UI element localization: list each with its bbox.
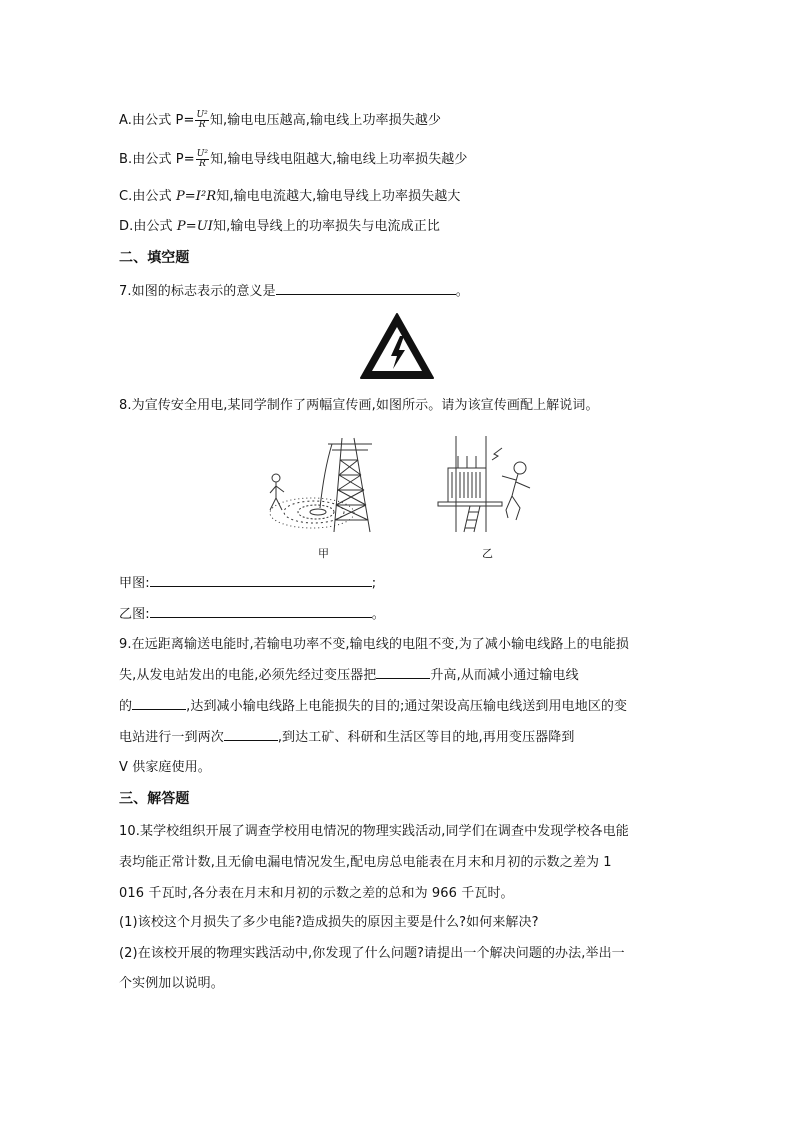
picture-caption-left: 甲 <box>318 547 329 560</box>
option-d-formula: P=UI <box>176 219 214 234</box>
option-a <box>119 111 441 130</box>
option-c-suffix: 知,输电电流越大,输电导线上功率损失越大 <box>216 189 461 204</box>
question-10-line-2: 表均能正常计数,且无偷电漏电情况发生,配电房总电能表在月末和月初的示数之差为 1 <box>119 855 612 870</box>
answer-blank-b[interactable] <box>150 605 372 618</box>
option-d <box>119 218 440 236</box>
question-9-line-1: 9.在远距离输送电能时,若输电功率不变,输电线的电阻不变,为了减小输电线路上的电能损 <box>119 637 630 652</box>
answer-line-a <box>119 574 376 593</box>
fraction-numerator: U² <box>196 110 208 120</box>
q9-text-4a: 电站进行一到两次 <box>119 730 224 745</box>
section-title-fill-in: 二、填空题 <box>119 250 190 266</box>
power-tower-illustration <box>262 430 382 540</box>
option-b-prefix: B.由公式 P= <box>119 152 195 167</box>
answer-blank-a[interactable] <box>150 574 372 587</box>
option-b-suffix: 知,输电导线电阻越大,输电线上功率损失越少 <box>210 152 468 167</box>
transformer-illustration <box>436 432 546 537</box>
question-10-line-3: 016 千瓦时,各分表在月末和月初的示数之差的总和为 966 千瓦时。 <box>119 886 514 901</box>
question-10-sub-1: (1)该校这个月损失了多少电能?造成损失的原因主要是什么?如何来解决? <box>119 915 539 930</box>
question-8: 8.为宣传安全用电,某同学制作了两幅宣传画,如图所示。请为该宣传画配上解说词。 <box>119 398 599 413</box>
high-voltage-warning-icon <box>358 311 436 381</box>
option-d-suffix: 知,输电导线上的功率损失与电流成正比 <box>213 219 440 234</box>
question-7 <box>119 282 469 301</box>
answer-a-end: ; <box>371 576 377 591</box>
question-7-text: 7.如图的标志表示的意义是 <box>119 284 276 299</box>
question-10-line-1: 10.某学校组织开展了调查学校用电情况的物理实践活动,同学们在调查中发现学校各电能 <box>119 824 629 839</box>
fraction-denominator: R <box>198 120 206 130</box>
option-c-formula: P=I²R <box>175 189 217 204</box>
option-d-prefix: D.由公式 <box>119 219 177 234</box>
fraction-denominator: R <box>198 159 206 169</box>
question-7-end: 。 <box>455 284 469 299</box>
answer-line-b <box>119 605 385 624</box>
answer-blank-q7[interactable] <box>276 282 456 295</box>
section-title-answer: 三、解答题 <box>119 791 190 807</box>
question-9-line-5: V 供家庭使用。 <box>119 760 211 775</box>
q9-text-3a: 的 <box>119 699 133 714</box>
answer-b-label: 乙图: <box>119 607 150 622</box>
option-c-prefix: C.由公式 <box>119 189 176 204</box>
q9-text-2a: 失,从发电站发出的电能,必须先经过变压器把 <box>119 668 377 683</box>
option-a-fraction <box>195 111 208 130</box>
question-10-sub-2-line-2: 个实例加以说明。 <box>119 976 224 991</box>
q9-text-4b: ,到达工矿、科研和生活区等目的地,再用变压器降到 <box>277 730 575 745</box>
option-a-prefix: A.由公式 P= <box>119 113 195 128</box>
answer-b-end: 。 <box>371 607 385 622</box>
answer-blank-q9-3[interactable] <box>224 728 278 741</box>
answer-blank-q9-1[interactable] <box>376 666 430 679</box>
picture-caption-right: 乙 <box>482 547 493 560</box>
question-9-line-4 <box>119 728 574 747</box>
option-a-suffix: 知,输电电压越高,输电线上功率损失越少 <box>209 113 442 128</box>
question-10-sub-2-line-1: (2)在该校开展的物理实践活动中,你发现了什么问题?请提出一个解决问题的办法,举出一 <box>119 946 625 961</box>
question-9-line-2 <box>119 666 579 685</box>
option-c <box>119 188 461 206</box>
question-9-line-3 <box>119 697 627 716</box>
option-b <box>119 150 468 169</box>
answer-a-label: 甲图: <box>119 576 150 591</box>
fraction-numerator: U² <box>196 149 209 159</box>
answer-blank-q9-2[interactable] <box>132 697 186 710</box>
option-b-fraction <box>196 150 209 169</box>
q9-text-3b: ,达到减小输电线路上电能损失的目的;通过架设高压输电线送到用电地区的变 <box>186 699 628 714</box>
q9-text-2b: 升高,从而减小通过输电线 <box>430 668 579 683</box>
